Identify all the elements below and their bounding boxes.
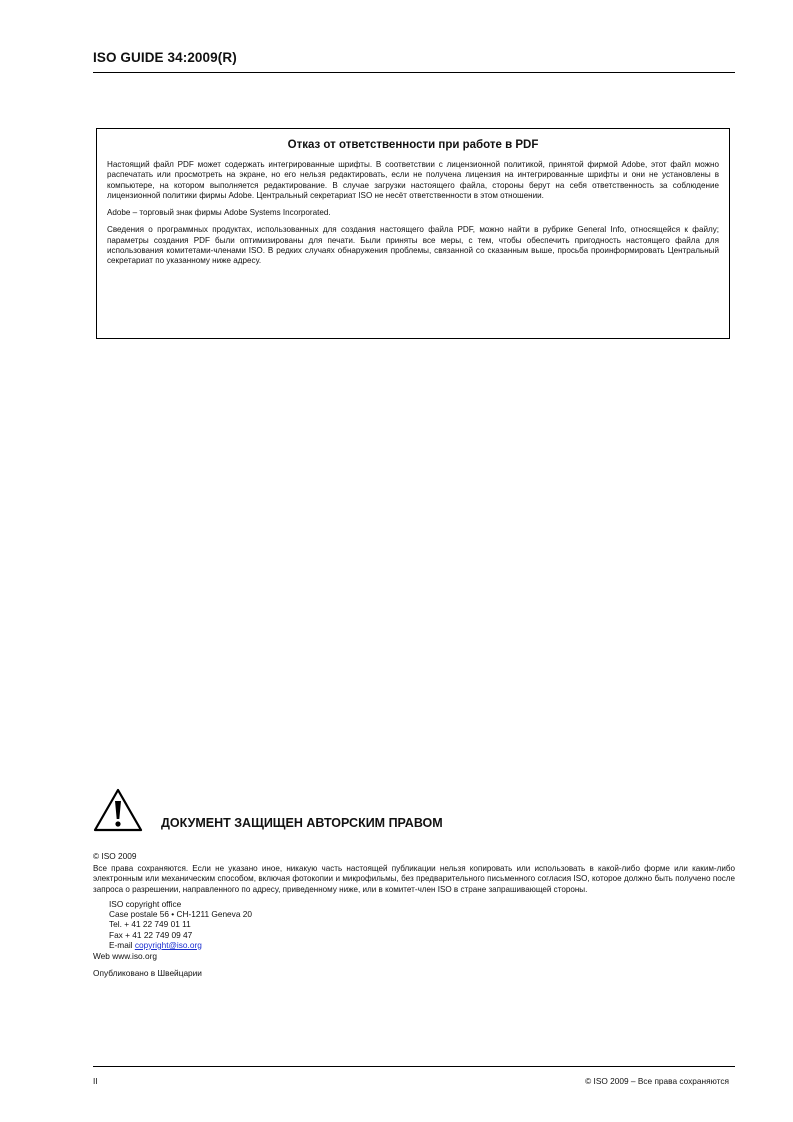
copyright-office-address	[109, 899, 735, 950]
document-header-title: ISO GUIDE 34:2009(R)	[93, 50, 237, 65]
email-label: E-mail	[109, 939, 135, 950]
copyright-section	[93, 786, 735, 978]
footer-divider	[93, 1066, 735, 1067]
disclaimer-title: Отказ от ответственности при работе в PDF	[287, 139, 539, 151]
web-address: Web www.iso.org	[93, 950, 157, 961]
office-fax: Fax + 41 22 749 09 47	[109, 929, 193, 940]
page-number: II	[93, 1076, 98, 1086]
published-in: Опубликовано в Швейцарии	[93, 967, 202, 978]
copyright-heading: ДОКУМЕНТ ЗАЩИЩЕН АВТОРСКИМ ПРАВОМ	[161, 816, 443, 830]
warning-triangle-icon	[93, 788, 143, 832]
disclaimer-paragraph: Сведения о программных продуктах, использованных для создания настоящего файла PDF, можно найти в рубрике General Info, относящейся к файлу; параметры создания PDF были оптимизированы для печати. Были приняты все меры, с тем, чтобы обеспечить пригодность настоящего файла для использования комитетами-членами ISO. В редких случаях обнаружения проблемы, связанной со сказанным выше, просьба проинформировать Центральный секретариат по указанному ниже адресу.	[107, 225, 719, 266]
pdf-disclaimer-box	[96, 128, 730, 339]
office-name: ISO copyright office	[109, 898, 182, 909]
office-tel: Tel. + 41 22 749 01 11	[109, 919, 191, 930]
header-divider	[93, 72, 735, 73]
office-email-row	[109, 940, 735, 950]
disclaimer-paragraph: Adobe – торговый знак фирмы Adobe Systems Incorporated.	[107, 208, 331, 218]
footer-copyright: © ISO 2009 – Все права сохраняются	[585, 1076, 729, 1086]
copyright-line: © ISO 2009	[93, 851, 137, 861]
disclaimer-paragraph: Настоящий файл PDF может содержать интегрированные шрифты. В соответствии с лицензионной политикой, принятой фирмой Adobe, этот файл можно распечатать или просмотреть на экране, но его нельзя редактировать, если не получена лицензия на интегрированные шрифты и они не установлены в компьютере, на котором выполняется редактирование. В случае загрузки настоящего файла, стороны берут на себя ответственность за соблюдение лицензионной политики фирмы Adobe. Центральный секретариат ISO не несёт ответственности в этом отношении.	[107, 160, 719, 200]
email-link[interactable]: copyright@iso.org	[134, 939, 202, 950]
office-postal-address: Case postale 56 • CH-1211 Geneva 20	[109, 909, 252, 920]
rights-text: Все права сохраняются. Если не указано иное, никакую часть настоящей публикации нельзя копировать или использовать в какой-либо форме или каким-либо электронным или механическим способом, включая фотокопии и микрофильмы, без предварительного письменного согласия ISO, которое должно быть получено после запроса о разрешении, направленного по адресу, приведенному ниже, или в комитет-член ISO в стране запрашивающей стороны.	[93, 864, 735, 894]
